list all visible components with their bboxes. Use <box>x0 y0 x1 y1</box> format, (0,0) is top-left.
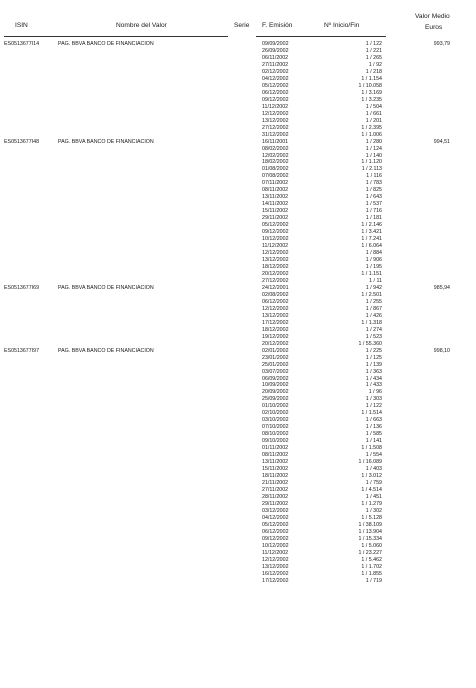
numero-inicio-fin-cell: 1 / 5.462 <box>361 556 382 563</box>
valor-medio-cell: 994,51 <box>433 138 450 145</box>
table-row <box>0 508 476 515</box>
numero-inicio-fin-cell: 1 / 3.235 <box>361 96 382 103</box>
numero-inicio-fin-cell: 1 / 783 <box>365 180 382 187</box>
fecha-emision-cell: 18/12/2002 <box>262 326 289 333</box>
numero-inicio-fin-cell: 1 / 125 <box>365 354 382 361</box>
fecha-emision-cell: 12/12/2002 <box>262 250 289 257</box>
fecha-emision-cell: 12/12/2002 <box>262 305 289 312</box>
table-row <box>0 118 476 125</box>
table-row <box>0 334 476 341</box>
fecha-emision-cell: 20/12/2002 <box>262 340 289 347</box>
fecha-emision-cell: 07/11/2002 <box>262 180 289 187</box>
table-row <box>0 97 476 104</box>
table-row <box>0 62 476 69</box>
isin-cell: ES0513677I69 <box>4 284 40 291</box>
table-row <box>0 55 476 62</box>
numero-inicio-fin-cell: 1 / 663 <box>365 417 382 424</box>
fecha-emision-cell: 17/12/2002 <box>262 577 289 584</box>
numero-inicio-fin-cell: 1 / 585 <box>365 431 382 438</box>
valor-medio-cell: 998,10 <box>433 347 450 354</box>
isin-cell: ES0513677I14 <box>4 41 40 47</box>
fecha-emision-cell: 02/08/2002 <box>262 291 289 298</box>
fecha-emision-cell: 02/10/2002 <box>262 410 289 417</box>
numero-inicio-fin-cell: 1 / 523 <box>365 333 382 340</box>
fecha-emision-cell: 02/01/2002 <box>262 347 289 354</box>
table-row <box>0 159 476 166</box>
fecha-emision-cell: 13/12/2002 <box>262 563 289 570</box>
fecha-emision-cell: 29/11/2002 <box>262 215 289 222</box>
fecha-emision-cell: 09/12/2002 <box>262 96 289 103</box>
valor-medio-cell: 985,94 <box>433 284 450 291</box>
table-row <box>0 208 476 215</box>
numero-inicio-fin-cell: 1 / 122 <box>365 41 382 47</box>
numero-inicio-fin-cell: 1 / 303 <box>365 396 382 403</box>
fecha-emision-cell: 09/12/2002 <box>262 535 289 542</box>
numero-inicio-fin-cell: 1 / 136 <box>365 424 382 431</box>
table-row <box>0 153 476 160</box>
fecha-emision-cell: 06/12/2002 <box>262 89 289 96</box>
numero-inicio-fin-cell: 1 / 92 <box>368 61 382 68</box>
header-nombre: Nombre del Valor <box>116 22 167 29</box>
table-row <box>0 215 476 222</box>
numero-inicio-fin-cell: 1 / 201 <box>365 117 382 124</box>
table-row <box>0 529 476 536</box>
table-row <box>0 341 476 348</box>
fecha-emision-cell: 10/12/2002 <box>262 236 289 243</box>
numero-inicio-fin-cell: 1 / 225 <box>365 347 382 354</box>
table-row <box>0 564 476 571</box>
table-row <box>0 264 476 271</box>
fecha-emision-cell: 12/12/2002 <box>262 556 289 563</box>
numero-inicio-fin-cell: 1 / 280 <box>365 138 382 145</box>
table-row <box>0 83 476 90</box>
numero-inicio-fin-cell: 1 / 11 <box>369 277 382 284</box>
nombre-cell: PAG. BBVA BANCO DE FINANCIACION <box>58 284 154 291</box>
table-row <box>0 306 476 313</box>
valor-medio-cell: 993,79 <box>433 41 450 47</box>
table-row <box>0 578 476 585</box>
fecha-emision-cell: 26/09/2002 <box>262 47 289 54</box>
fecha-emision-cell: 03/07/2002 <box>262 368 289 375</box>
fecha-emision-cell: 05/12/2002 <box>262 521 289 528</box>
fecha-emision-cell: 09/09/2002 <box>262 41 289 47</box>
fecha-emision-cell: 15/11/2002 <box>262 208 289 215</box>
isin-cell: ES0513677I48 <box>4 138 40 145</box>
fecha-emision-cell: 11/12/2002 <box>262 103 289 110</box>
numero-inicio-fin-cell: 1 / 5.128 <box>361 514 382 521</box>
table-row <box>0 327 476 334</box>
table-row <box>0 48 476 55</box>
numero-inicio-fin-cell: 1 / 1.508 <box>361 445 382 452</box>
numero-inicio-fin-cell: 1 / 504 <box>365 103 382 110</box>
fecha-emision-cell: 18/12/2002 <box>262 264 289 270</box>
table-row <box>0 466 476 473</box>
table-row <box>0 111 476 118</box>
table-row <box>0 459 476 466</box>
table-row <box>0 389 476 396</box>
table-row <box>0 236 476 243</box>
numero-inicio-fin-cell: 1 / 181 <box>365 215 382 222</box>
fecha-emision-cell: 13/12/2002 <box>262 117 289 124</box>
table-row <box>0 403 476 410</box>
fecha-emision-cell: 18/02/2002 <box>262 159 289 166</box>
table-row <box>0 362 476 369</box>
numero-inicio-fin-cell: 1 / 884 <box>365 250 382 257</box>
fecha-emision-cell: 25/09/2002 <box>262 396 289 403</box>
numero-inicio-fin-cell: 1 / 906 <box>365 257 382 264</box>
numero-inicio-fin-cell: 1 / 55.360 <box>358 340 382 347</box>
numero-inicio-fin-cell: 1 / 1.702 <box>361 563 382 570</box>
table-row <box>0 369 476 376</box>
numero-inicio-fin-cell: 1 / 716 <box>365 208 382 215</box>
numero-inicio-fin-cell: 1 / 122 <box>365 403 382 410</box>
fecha-emision-cell: 06/12/2002 <box>262 298 289 305</box>
fecha-emision-cell: 07/08/2002 <box>262 173 289 180</box>
numero-inicio-fin-cell: 1 / 867 <box>365 305 382 312</box>
table-row <box>0 250 476 257</box>
numero-inicio-fin-cell: 1 / 4.514 <box>361 487 382 493</box>
numero-inicio-fin-cell: 1 / 16.089 <box>358 459 382 466</box>
numero-inicio-fin-cell: 1 / 434 <box>365 375 382 382</box>
header-numeros: Nº Inicio/Fin <box>324 22 360 29</box>
numero-inicio-fin-cell: 1 / 719 <box>365 577 382 584</box>
table-row <box>0 299 476 306</box>
fecha-emision-cell: 01/11/2002 <box>262 445 289 452</box>
table-row <box>0 292 476 299</box>
numero-inicio-fin-cell: 1 / 141 <box>365 438 382 445</box>
fecha-emision-cell: 16/12/2002 <box>262 570 289 577</box>
fecha-emision-cell: 05/12/2002 <box>262 222 289 229</box>
header-fecha: F. Emisión <box>262 22 293 29</box>
numero-inicio-fin-cell: 1 / 195 <box>365 264 382 270</box>
fecha-emision-cell: 10/12/2002 <box>262 542 289 549</box>
numero-inicio-fin-cell: 1 / 3.169 <box>361 89 382 96</box>
fecha-emision-cell: 27/11/2002 <box>262 487 289 493</box>
numero-inicio-fin-cell: 1 / 942 <box>365 284 382 291</box>
table-row <box>0 125 476 132</box>
table-row <box>0 550 476 557</box>
header-valor-line1: Valor Medio <box>415 13 450 20</box>
numero-inicio-fin-cell: 1 / 759 <box>365 480 382 487</box>
table-row <box>0 522 476 529</box>
fecha-emision-cell: 14/11/2002 <box>262 201 289 208</box>
table-row <box>0 201 476 208</box>
numero-inicio-fin-cell: 1 / 643 <box>365 194 382 201</box>
table-row <box>0 480 476 487</box>
table-row <box>0 187 476 194</box>
table-row <box>0 271 476 278</box>
numero-inicio-fin-cell: 1 / 3.012 <box>361 473 382 480</box>
numero-inicio-fin-cell: 1 / 426 <box>365 312 382 319</box>
numero-inicio-fin-cell: 1 / 7.241 <box>361 236 382 243</box>
table-row <box>0 104 476 111</box>
fecha-emision-cell: 12/02/2002 <box>262 152 289 159</box>
numero-inicio-fin-cell: 1 / 96 <box>368 389 382 396</box>
fecha-emision-cell: 12/12/2002 <box>262 110 289 117</box>
table-row <box>0 90 476 97</box>
fecha-emision-cell: 06/12/2002 <box>262 528 289 535</box>
isin-cell: ES0513677I97 <box>4 347 40 354</box>
numero-inicio-fin-cell: 1 / 23.227 <box>358 549 382 556</box>
fecha-emision-cell: 25/01/2002 <box>262 361 289 368</box>
table-row <box>0 452 476 459</box>
numero-inicio-fin-cell: 1 / 265 <box>365 54 382 61</box>
fecha-emision-cell: 17/12/2002 <box>262 319 289 326</box>
table-row <box>0 571 476 578</box>
table-row <box>0 222 476 229</box>
numero-inicio-fin-cell: 1 / 10.058 <box>358 82 382 89</box>
table-row <box>0 278 476 285</box>
table-row <box>0 410 476 417</box>
numero-inicio-fin-cell: 1 / 554 <box>365 452 382 459</box>
fecha-emision-cell: 19/12/2002 <box>262 333 289 340</box>
fecha-emision-cell: 20/09/2002 <box>262 389 289 396</box>
table-row <box>0 515 476 522</box>
fecha-emision-cell: 06/09/2002 <box>262 375 289 382</box>
fecha-emision-cell: 05/12/2002 <box>262 82 289 89</box>
numero-inicio-fin-cell: 1 / 1.855 <box>361 570 382 577</box>
fecha-emision-cell: 01/08/2002 <box>262 166 289 173</box>
table-row <box>0 376 476 383</box>
fecha-emision-cell: 18/11/2002 <box>262 473 289 480</box>
table-row <box>0 557 476 564</box>
table-row <box>0 543 476 550</box>
table-row <box>0 41 476 48</box>
numero-inicio-fin-cell: 1 / 2.113 <box>361 166 382 173</box>
fecha-emision-cell: 08/11/2002 <box>262 452 289 459</box>
table-row <box>0 173 476 180</box>
fecha-emision-cell: 08/10/2002 <box>262 431 289 438</box>
numero-inicio-fin-cell: 1 / 661 <box>365 110 382 117</box>
numero-inicio-fin-cell: 1 / 2.501 <box>361 291 382 298</box>
numero-inicio-fin-cell: 1 / 221 <box>365 47 382 54</box>
fecha-emision-cell: 27/11/2002 <box>262 61 289 68</box>
fecha-emision-cell: 04/12/2002 <box>262 514 289 521</box>
numero-inicio-fin-cell: 1 / 218 <box>365 68 382 75</box>
header-divider-left <box>4 36 228 37</box>
fecha-emision-cell: 15/11/2002 <box>262 466 289 473</box>
numero-inicio-fin-cell: 1 / 537 <box>365 201 382 208</box>
table-row <box>0 285 476 292</box>
nombre-cell: PAG. BBVA BANCO DE FINANCIACION <box>58 41 154 47</box>
numero-inicio-fin-cell: 1 / 403 <box>365 466 382 473</box>
nombre-cell: PAG. BBVA BANCO DE FINANCIACION <box>58 347 154 354</box>
numero-inicio-fin-cell: 1 / 451 <box>365 493 382 500</box>
fecha-emision-cell: 04/12/2002 <box>262 75 289 82</box>
header-serie: Serie <box>234 22 250 29</box>
numero-inicio-fin-cell: 1 / 433 <box>365 382 382 389</box>
fecha-emision-cell: 03/12/2002 <box>262 507 289 514</box>
numero-inicio-fin-cell: 1 / 1.318 <box>361 319 382 326</box>
table-row <box>0 76 476 83</box>
header-valor-line2: Euros <box>425 24 443 31</box>
table-row <box>0 417 476 424</box>
fecha-emision-cell: 13/12/2002 <box>262 312 289 319</box>
numero-inicio-fin-cell: 1 / 3.421 <box>361 229 382 236</box>
fecha-emision-cell: 24/12/2001 <box>262 284 289 291</box>
table-row <box>0 313 476 320</box>
numero-inicio-fin-cell: 1 / 363 <box>365 368 382 375</box>
table-row <box>0 229 476 236</box>
numero-inicio-fin-cell: 1 / 15.334 <box>358 535 382 542</box>
table-row <box>0 355 476 362</box>
table-row <box>0 494 476 501</box>
table-row <box>0 320 476 327</box>
fecha-emision-cell: 13/11/2002 <box>262 194 289 201</box>
header-isin: ISIN <box>15 22 28 29</box>
numero-inicio-fin-cell: 1 / 1.279 <box>361 500 382 507</box>
fecha-emision-cell: 06/11/2002 <box>262 54 289 61</box>
numero-inicio-fin-cell: 1 / 2.146 <box>361 222 382 229</box>
numero-inicio-fin-cell: 1 / 825 <box>365 187 382 194</box>
fecha-emision-cell: 11/12/2002 <box>262 549 289 556</box>
numero-inicio-fin-cell: 1 / 124 <box>365 145 382 152</box>
table-row <box>0 243 476 250</box>
fecha-emision-cell: 03/10/2002 <box>262 417 289 424</box>
issues-table <box>0 41 476 585</box>
numero-inicio-fin-cell: 1 / 6.064 <box>361 243 382 250</box>
table-row <box>0 69 476 76</box>
fecha-emision-cell: 29/11/2002 <box>262 500 289 507</box>
numero-inicio-fin-cell: 1 / 38.109 <box>358 521 382 528</box>
table-row <box>0 424 476 431</box>
fecha-emision-cell: 20/12/2002 <box>262 270 289 277</box>
fecha-emision-cell: 27/12/2002 <box>262 124 289 131</box>
numero-inicio-fin-cell: 1 / 116 <box>366 173 382 180</box>
fecha-emision-cell: 01/10/2002 <box>262 403 289 410</box>
table-row <box>0 445 476 452</box>
table-row <box>0 257 476 264</box>
table-row <box>0 536 476 543</box>
numero-inicio-fin-cell: 1 / 1.154 <box>361 75 382 82</box>
table-row <box>0 132 476 139</box>
numero-inicio-fin-cell: 1 / 274 <box>365 326 382 333</box>
fecha-emision-cell: 09/12/2002 <box>262 229 289 236</box>
numero-inicio-fin-cell: 1 / 1.151 <box>361 270 382 277</box>
table-row <box>0 180 476 187</box>
table-row <box>0 194 476 201</box>
table-row <box>0 396 476 403</box>
fecha-emision-cell: 13/11/2002 <box>262 459 289 466</box>
numero-inicio-fin-cell: 1 / 13.904 <box>358 528 382 535</box>
table-row <box>0 473 476 480</box>
numero-inicio-fin-cell: 1 / 5.060 <box>361 542 382 549</box>
table-row <box>0 139 476 146</box>
fecha-emision-cell: 07/10/2002 <box>262 424 289 431</box>
table-row <box>0 348 476 355</box>
fecha-emision-cell: 16/11/2001 <box>262 138 289 145</box>
table-row <box>0 146 476 153</box>
table-row <box>0 166 476 173</box>
table-row <box>0 431 476 438</box>
numero-inicio-fin-cell: 1 / 302 <box>365 507 382 514</box>
fecha-emision-cell: 27/12/2002 <box>262 277 289 284</box>
nombre-cell: PAG. BBVA BANCO DE FINANCIACION <box>58 138 154 145</box>
table-row <box>0 382 476 389</box>
fecha-emision-cell: 08/11/2002 <box>262 187 289 194</box>
numero-inicio-fin-cell: 1 / 1.514 <box>361 410 382 417</box>
numero-inicio-fin-cell: 1 / 140 <box>365 152 382 159</box>
fecha-emision-cell: 08/02/2002 <box>262 145 289 152</box>
fecha-emision-cell: 31/12/2002 <box>262 131 289 138</box>
numero-inicio-fin-cell: 1 / 139 <box>365 361 382 368</box>
table-row <box>0 487 476 494</box>
numero-inicio-fin-cell: 1 / 1.006 <box>361 131 382 138</box>
fecha-emision-cell: 09/10/2002 <box>262 438 289 445</box>
table-row <box>0 438 476 445</box>
numero-inicio-fin-cell: 1 / 2.395 <box>361 124 382 131</box>
fecha-emision-cell: 21/11/2002 <box>262 480 289 487</box>
fecha-emision-cell: 10/09/2002 <box>262 382 289 389</box>
table-row <box>0 501 476 508</box>
fecha-emision-cell: 28/11/2002 <box>262 493 289 500</box>
numero-inicio-fin-cell: 1 / 255 <box>365 298 382 305</box>
fecha-emision-cell: 02/12/2002 <box>262 68 289 75</box>
header-divider-right <box>256 36 386 37</box>
fecha-emision-cell: 11/12/2002 <box>262 243 289 250</box>
numero-inicio-fin-cell: 1 / 1.120 <box>361 159 382 166</box>
fecha-emision-cell: 23/01/2002 <box>262 354 289 361</box>
fecha-emision-cell: 13/12/2002 <box>262 257 289 264</box>
